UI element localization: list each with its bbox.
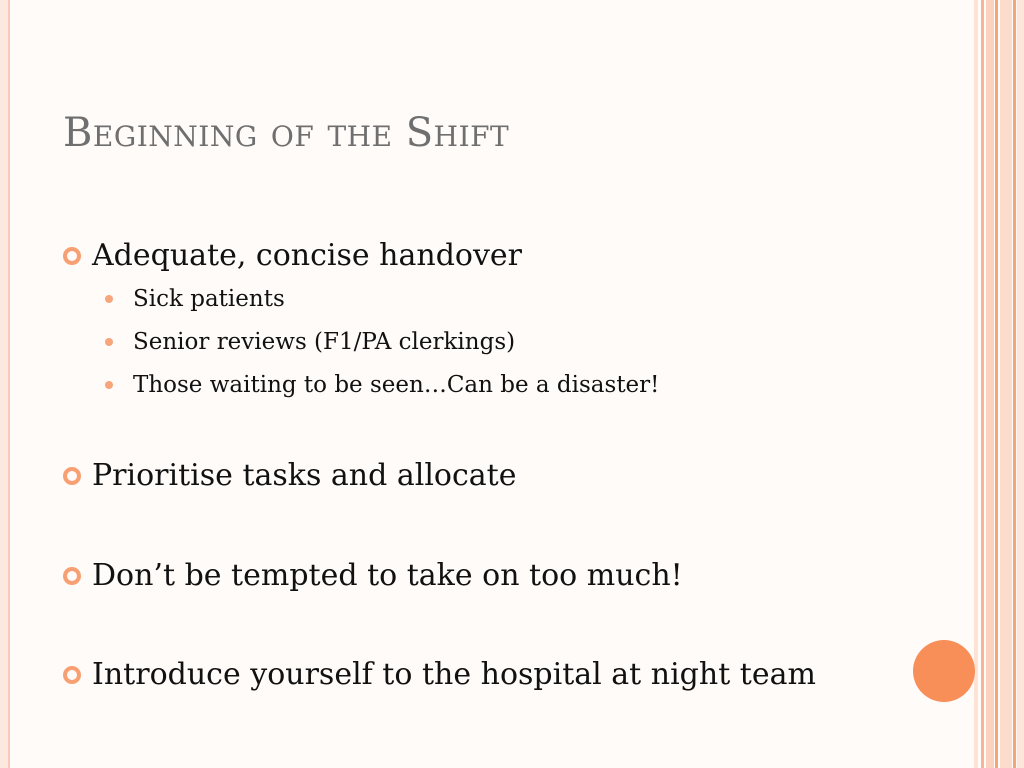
bullet-dot-icon — [105, 381, 113, 389]
accent-circle — [913, 640, 975, 702]
stripe — [995, 0, 998, 768]
bullet-text: Introduce yourself to the hospital at night team — [92, 657, 816, 692]
sub-bullet-item — [105, 286, 285, 312]
bullet-ring-icon — [63, 666, 81, 684]
stripe — [1000, 0, 1012, 768]
bullet-text: Prioritise tasks and allocate — [92, 458, 517, 493]
left-border-line — [8, 0, 10, 768]
bullet-item — [63, 238, 522, 273]
sub-bullet-text: Those waiting to be seen…Can be a disaster! — [133, 372, 660, 398]
bullet-text: Adequate, concise handover — [92, 238, 523, 273]
stripe — [974, 0, 978, 768]
bullet-ring-icon — [63, 567, 81, 585]
right-stripe-decoration — [974, 0, 1024, 768]
stripe — [1017, 0, 1024, 768]
sub-bullet-item — [105, 329, 515, 355]
bullet-dot-icon — [105, 338, 113, 346]
bullet-item — [63, 458, 516, 493]
stripe — [1013, 0, 1016, 768]
bullet-item — [63, 657, 816, 692]
stripe — [986, 0, 994, 768]
sub-bullet-item — [105, 372, 659, 398]
bullet-ring-icon — [63, 247, 81, 265]
sub-bullet-text: Senior reviews (F1/PA clerkings) — [133, 329, 516, 355]
sub-bullet-text: Sick patients — [133, 286, 285, 312]
slide-title: Beginning of the Shift — [63, 110, 510, 156]
bullet-ring-icon — [63, 467, 81, 485]
stripe — [981, 0, 984, 768]
bullet-text: Don’t be tempted to take on too much! — [92, 558, 683, 593]
bullet-dot-icon — [105, 295, 113, 303]
bullet-item — [63, 558, 683, 593]
